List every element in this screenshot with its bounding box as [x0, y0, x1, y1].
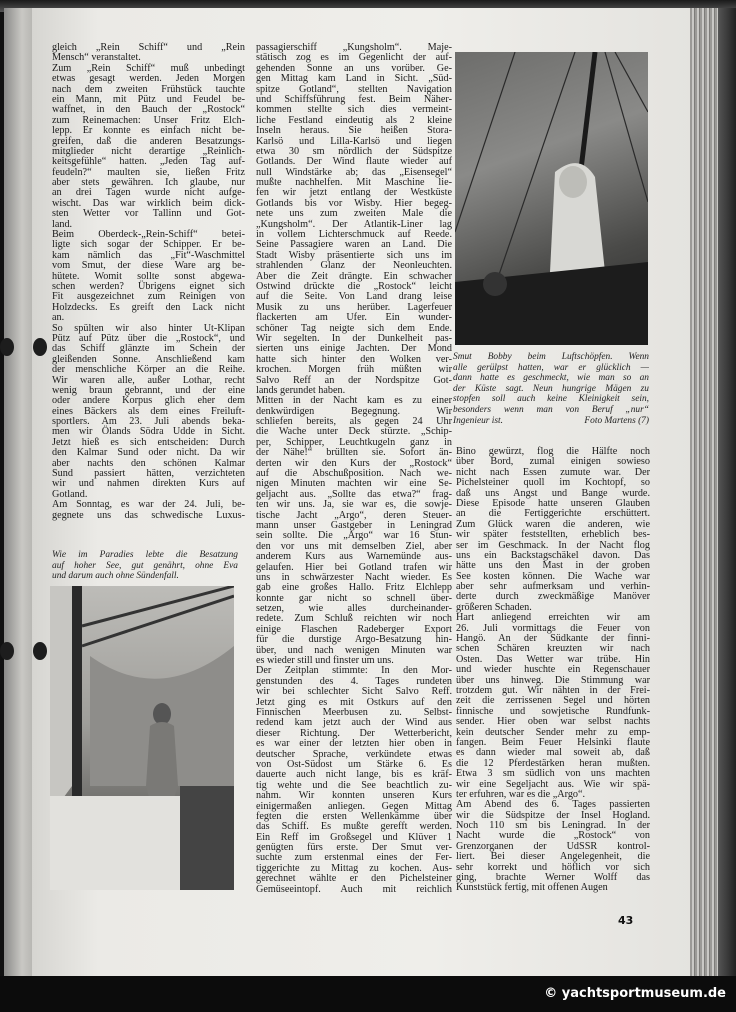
text-line: Pütz auf Pütz über die „Rostock“, und [52, 332, 245, 344]
text-line: wir später feststellten, erheblich bes- [456, 529, 650, 541]
text-line: eines Bäckers als dem eines Freiluft- [52, 405, 245, 417]
text-line: aber stets gewähren. Ich glaube, nur [52, 177, 245, 189]
text-line: Jetzt ging es mit Ostkurs auf den [256, 696, 452, 708]
text-line: Aber die Zeit drängte. Ein schwacher [256, 270, 452, 282]
text-line: wenig braun gebrannt, und der eine [52, 384, 245, 396]
text-line: in vollem Lichterschmuck auf Reede. [256, 229, 452, 241]
text-line: stätisch zog es im Gegenlicht der auf- [256, 52, 452, 64]
punch-hole [0, 642, 14, 660]
text-line: etwas gesagt werden. Jeden Morgen [52, 73, 245, 85]
text-line: keitsgefühle“ hatten. „Jeden Tag auf- [52, 156, 245, 168]
text-line: tische Jacht „Argo“, deren Steuer- [256, 509, 452, 521]
text-line: Holzdecks. Es greift den Lack nicht [52, 301, 245, 313]
photo-cook-on-deck [455, 52, 648, 345]
paragraph [456, 447, 650, 613]
text-line: Fit ausgezeichnet zum Reinigen von [52, 291, 245, 303]
text-line: Zum Glück waren die anderen, wie [456, 518, 650, 530]
text-line: Etwa 3 sm südlich von uns machten [456, 768, 650, 780]
text-line: Am Abend des 6. Tages passierten [456, 799, 650, 811]
text-line: und wieder huschte ein Regenschauer [456, 664, 650, 676]
text-line: Sund passiert hätten, verzichteten [52, 468, 245, 480]
text-line: über Bord, zumal einigen sowieso [456, 456, 650, 468]
text-line: Wir waren alle, außer Lothar, recht [52, 374, 245, 386]
text-line: Am Sonntag, es war der 24. Juli, be- [52, 499, 245, 511]
text-line: See kosten können. Die Wache war [456, 570, 650, 582]
text-line: waffnet, in den Bauch der „Rostock“ [52, 104, 245, 116]
text-line: nicht nach Essen zumute war. Der [456, 466, 650, 478]
text-line: derte durch zweckmäßige Manöver [456, 591, 650, 603]
text-line: wir und nahmen direkten Kurs auf [52, 478, 245, 490]
paragraph [52, 324, 245, 501]
text-line: besonders wenn man von Beruf „nur“ [453, 404, 649, 415]
text-line: Mitten in der Nacht kam es zu einer [256, 395, 452, 407]
paragraph [256, 666, 452, 895]
text-line: Gotlands. Der Wind flaute wieder auf [256, 156, 452, 168]
text-line: Ein Reff im Großsegel und Klüver 1 [256, 831, 452, 843]
text-line: sierten uns einige Jachten. Der Mond [256, 343, 452, 355]
text-line: Smut Bobby beim Luftschöpfen. Wenn [453, 352, 649, 362]
paragraph [52, 64, 245, 230]
photo-caption-bottom [52, 550, 238, 582]
text-line: gelaufen. Hier bei Gotland trafen wir [256, 561, 452, 573]
text-line: dieser Richtung. Der Wetterbericht, [256, 727, 452, 739]
text-line: setzen, wie alles durcheinander- [256, 603, 452, 615]
text-line: sender. Hier oben war selbst nachts [456, 716, 650, 728]
text-line: Wir segelten. In der Dunkelheit pas- [256, 332, 452, 344]
text-line: geljacht aus. „Sollte das etwa?“ frag- [256, 488, 452, 500]
text-line: gen Mittag kam Land in Sicht. „Süd- [256, 73, 452, 85]
text-line: per, Schipper, Leuchtkugeln ganz in [256, 436, 452, 448]
text-line: kommen stellte sich dies vermeint- [256, 104, 452, 116]
text-line: krochen. Morgen früh müßten wir [256, 364, 452, 376]
photo-crew-on-deck [50, 586, 234, 890]
text-line: gerechnet wählte er den Pichelsteiner [256, 873, 452, 885]
text-line: uns in schwärzester Nacht wieder. Es [256, 571, 452, 583]
text-line: Jetzt hieß es sich entscheiden: Durch [52, 436, 245, 448]
text-line: tiggerichte zu Mittag zu kochen. Aus- [256, 862, 452, 874]
text-line: strahlenden Glanz der Neonleuchten. [256, 260, 452, 272]
text-line: wir eine Segeljacht aus. Wie wir spä- [456, 778, 650, 790]
book-gutter [4, 8, 34, 976]
text-line: genügten fürs erste. Der Smut ver- [256, 842, 452, 854]
text-line: sein sollte. Die „Argo“ war 16 Stun- [256, 530, 452, 542]
text-line: So spülten wir also hinter Ut-Klipan [52, 322, 245, 334]
watermark-copyright: © yachtsportmuseum.de [544, 986, 726, 1001]
paragraph [456, 613, 650, 800]
text-line: aber nachts den schönen Kalmar [52, 457, 245, 469]
text-line: redend kam jetzt auch der Wind aus [256, 717, 452, 729]
text-line: Beim Oberdeck-„Rein-Schiff“ betei- [52, 229, 245, 241]
text-line: gehenden Sonne an uns vorüber. Ge- [256, 62, 452, 74]
text-line: daß uns Angst und Bange wurde. [456, 487, 650, 499]
text-line: derten wir den Kurs der „Rostock“ [256, 457, 452, 469]
text-line: mußte nachhelfen. Mit Maschine lie- [256, 177, 452, 189]
text-line: es wieder still und finster um uns. [256, 655, 394, 667]
text-line: Kunststück fertig, mit offenen Augen [456, 882, 608, 894]
text-line: Diese Episode hatte unseren Glauben [456, 497, 650, 509]
paragraph [256, 43, 452, 396]
text-line: den Kalmar Sund oder nicht. Da wir [52, 447, 245, 459]
text-line: gab eine großes Hallo. Fritz Elchlepp [256, 582, 452, 594]
text-line: Hangö. An der Südkante der finni- [456, 633, 650, 645]
text-line: Osten. Das Wetter war trübe. Hin [456, 653, 650, 665]
text-line: dann hatte es geschmeckt, wie man so an [453, 373, 649, 384]
text-line: feudeln?“ maulten sie, ließen Fritz [52, 166, 245, 178]
text-column-2 [256, 43, 452, 895]
caption-last-line [453, 416, 649, 427]
text-line: nahm. Wir konnten unseren Kurs [256, 790, 452, 802]
text-line: men wir Ölands Södra Udde in Sicht. [52, 426, 245, 438]
text-line: einigermaßen anliegen. Gegen Mittag [256, 800, 452, 812]
text-line: gleißenden Sonne. Anschließend kam [52, 353, 245, 365]
text-line: hütete. Womit sollte sonst abgewa- [52, 270, 245, 282]
text-line: Gemüseeintopf. Auch mit reichlich [256, 883, 452, 895]
text-column-1 [52, 43, 245, 521]
text-line: fen wir jetzt entlang der Westküste [256, 187, 452, 199]
text-line: es war einer der letzten hier oben in [256, 738, 452, 750]
text-line: finnische und sowjetische Rundfunk- [456, 705, 650, 717]
text-line: die Wache unter Deck stürzte. „Schip- [256, 426, 452, 438]
text-line: ging, brachte Werner Wolff das [456, 872, 650, 884]
text-line: Musik zu uns herüber. Lagerfeuer [256, 301, 452, 313]
text-line: kein deutscher Sender mehr zu emp- [456, 726, 650, 738]
text-line: fegten die ersten Wellenkämme über [256, 810, 452, 822]
text-line: Finnischen Meerbusen zu. Selbst- [256, 707, 452, 718]
punch-hole [33, 338, 47, 356]
text-line: kam nämlich das „Fit“-Waschmittel [52, 249, 245, 261]
text-line: Gotland. [52, 488, 88, 500]
text-line: oder andere Korpus glich eher dem [52, 395, 245, 407]
text-line: Pichelsteiner quoll im Kochtopf, so [456, 477, 650, 489]
text-line: ter erfuhren, war es die „Argo“. [456, 788, 586, 800]
text-line: deutscher Sprache, verkündete etwas [256, 748, 452, 760]
text-line: aber sehr aufmerksam und verhin- [456, 581, 650, 593]
text-line: Inseln heraus. Sie heißen Stora- [256, 125, 452, 137]
photo-mast-and-sail [50, 586, 234, 890]
text-line: tig wehte und die See beachtlich zu- [256, 779, 452, 791]
text-line: Grenzorganen der UdSSR kontrol- [456, 840, 650, 852]
text-line: suchte zum erstenmal eines der Fer- [256, 852, 452, 864]
text-line: Gotlands bis vor Wisby. Hier begeg- [256, 197, 452, 209]
text-line: gegnete uns das schwedische Luxus- [52, 509, 245, 521]
photo-sail-rigging [455, 52, 648, 345]
text-line: passagierschiff „Kungsholm“. Maje- [256, 42, 452, 53]
text-line: ein Mann, mit Pütz und Feudel be- [52, 93, 245, 105]
text-line: uns ein Backstagschäkel davon. Das [456, 549, 650, 561]
text-line: der menschliche Körper an die Reihe. [52, 364, 245, 376]
text-line: schen Schären kreuzten wir nach [456, 643, 650, 655]
text-line: es dann wieder mal soweit ab, daß [456, 747, 650, 759]
text-line: Bino gewürzt, flog die Hälfte noch [456, 446, 650, 457]
text-line: liert. Bei dieser Angelegenheit, die [456, 851, 650, 863]
text-line: von Ost-Südost um Stärke 6. Es [256, 758, 452, 770]
text-line: Ostwind drückte die „Rostock“ leicht [256, 280, 452, 292]
text-line: greifen, daß die anderen Besatzungs- [52, 135, 245, 147]
text-line: Hart anliegend erreichten wir am [456, 612, 650, 624]
text-line: schen werden? Übrigens eignet sich [52, 280, 245, 292]
text-line: gleich „Rein Schiff“ und „Rein [52, 42, 245, 53]
paragraph [456, 800, 650, 894]
text-line: schöner Tag neigte sich dem Ende. [256, 322, 452, 334]
text-line: hätte uns den Mast in der groben [456, 560, 650, 572]
text-line: dauerte auch nicht lange, bis es kräf- [256, 769, 452, 781]
text-column-3 [456, 447, 650, 894]
book-cover-edge [718, 8, 736, 976]
text-line: Salvo Reff an der Nordspitze Got- [256, 374, 452, 386]
text-line: anderem Kurs aus Warnemünde aus- [256, 551, 452, 563]
paragraph [52, 500, 245, 521]
text-line: Stadt Wisby präsentierte sich uns im [256, 249, 452, 261]
text-line: Seine Passagiere waren an Land. Die [256, 239, 452, 251]
text-line: denkwürdigen Begegnung. Wir [256, 405, 452, 417]
text-line: und Schiffsführung fest. Beim Näher- [256, 93, 452, 105]
text-line: spitze Gotland“, stellten Navigation [256, 83, 452, 95]
text-line: wir die Südspitze der Insel Hogland. [456, 809, 650, 821]
text-line: das Schiff. Es mußte gerefft werden. [256, 821, 452, 833]
text-line: über, und nach wenigen Minuten war [256, 644, 452, 656]
page-number: 43 [618, 914, 634, 927]
text-line: flackerten am Ufer. Ein wunder- [256, 312, 452, 324]
text-line: genstunden des 4. Tages rundeten [256, 675, 452, 687]
text-line: fangen. Beim Feuer Helsinki flaute [456, 736, 650, 748]
text-line: und darum auch ohne Sündenfall. [52, 571, 179, 582]
text-line: „Kungsholm“. Der Atlantik-Liner lag [256, 218, 452, 230]
text-line: über uns hinweg. Die Stimmung war [456, 674, 650, 686]
text-line: liche Festland eindeutig als 2 kleine [256, 114, 452, 126]
text-line: lands gerundet haben. [256, 384, 346, 396]
text-line: größeren Schaden. [456, 601, 532, 613]
text-line: nigen Minuten machten wir eine Se- [256, 478, 452, 490]
text-line: für die durstige Argo-Besatzung hin- [256, 634, 452, 646]
punch-hole [33, 642, 47, 660]
text-line: zum Reinemachen: Unser Fritz Elch- [52, 114, 245, 126]
text-line: sportlers. Am 23. Juli abends beka- [52, 416, 245, 428]
text-line: 26. Juli vormittags die Feuer von [456, 622, 650, 634]
text-line: die 12 Pferdestärken heran mußten. [456, 757, 650, 769]
text-line: etwa 30 sm nördlich der Südspitze [256, 145, 452, 157]
text-line: wir bei schlechter Sicht Salvo Reff. [256, 686, 452, 698]
text-line: Nacht wurde die „Rostock“ von [456, 830, 650, 842]
text-line: an drei Tagen wurde nicht aufge- [52, 187, 245, 199]
text-line: land. [52, 218, 73, 230]
text-line: ten wir uns. Ja, sie war es, die sowje- [256, 499, 452, 511]
text-line: an die Fertiggerichte erschüttert. [456, 508, 650, 520]
text-line: den vor uns mit demselben Ziel, aber [256, 540, 452, 552]
text-line: ser im Geschmack. In der Nacht flog [456, 539, 650, 551]
text-line: auf die Abschußposition. Nach we- [256, 468, 452, 480]
text-line: lepp. Er konnte es einfach nicht be- [52, 125, 245, 137]
paragraph [256, 396, 452, 666]
text-line: das Schiff glänzte im Schein der [52, 343, 245, 355]
text-line: Mensch“ veranstaltet. [52, 52, 141, 64]
text-line: auf die Seite. Von Land drang leise [256, 291, 452, 303]
text-line: einige Flaschen Radeberger Export [256, 623, 452, 635]
text-line: Noch 110 sm bis Leningrad. In der [456, 820, 650, 832]
text-line: hatte sich hinter den Wolken ver- [256, 353, 452, 365]
paragraph [52, 230, 245, 324]
paragraph [52, 43, 245, 64]
text-line: auf hoher See, gut genährt, ohne Eva [52, 560, 238, 571]
text-line: der Küste sagt. Neun hungrige Mägen zu [453, 383, 649, 394]
photo-caption-top [453, 352, 649, 426]
text-line: null Windstärke ab; das „Eisensegel“ [256, 166, 452, 178]
text-line: der Nähe!“ brüllten sie. Sofort än- [256, 447, 452, 459]
punch-hole [0, 338, 14, 356]
text-line: ligte sich sogar der Schipper. Er be- [52, 239, 245, 251]
text-line: an. [52, 312, 65, 324]
text-line: zeit die zerrissenen Segel und hörten [456, 695, 650, 707]
text-line: Der Zeitplan stimmte: In den Mor- [256, 665, 452, 677]
caption-text: Ingenieur ist. [453, 415, 503, 426]
text-line: schliefen bereits, als gegen 24 Uhr [256, 416, 452, 428]
text-line: mitglieder nicht derartige „Reinlich- [52, 145, 245, 157]
text-line: mann unser Gastgeber in Leningrad [256, 519, 452, 531]
text-line: Karlsö und Lilla-Karlsö und liegen [256, 135, 452, 147]
text-line: sten Wetter vor Tallinn und Got- [52, 208, 245, 220]
text-line: sehr korrekt und höflich vor sich [456, 861, 650, 873]
text-line: Wie im Paradies lebte die Besatzung [52, 550, 238, 560]
text-line: konnte gar nicht so schnell über- [256, 592, 452, 604]
text-line: Zum „Rein Schiff“ muß unbedingt [52, 62, 245, 74]
text-line: wischt. Das war wirklich beim dick- [52, 197, 245, 209]
text-line: nach dem zweiten Frühstück tauchte [52, 83, 245, 95]
text-line: vom Smut, der diese Ware arg be- [52, 260, 245, 272]
text-line: nete uns zum zweiten Male die [256, 208, 452, 220]
text-line: alle gerülpst hatten, war er glücklich — [453, 362, 649, 373]
photo-credit: Foto Martens (7) [584, 415, 649, 426]
text-line: stopfen soll auch keine Kleinigkeit sein, [453, 394, 649, 405]
text-line: trotzdem gut. Wir nähten in der Frei- [456, 684, 650, 696]
text-line: redete. Zum Schluß reichten wir noch [256, 613, 452, 625]
